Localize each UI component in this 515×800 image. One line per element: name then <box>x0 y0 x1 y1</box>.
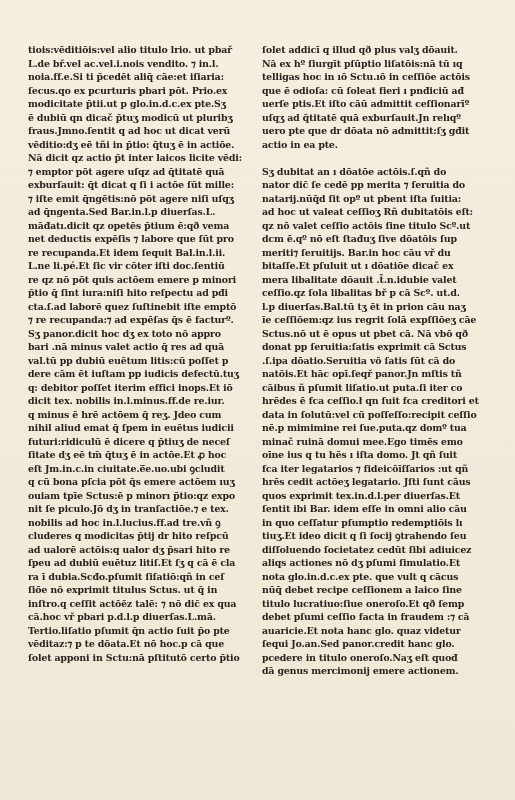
text-line: Sctus.nō ut ē opus ut pbet cā. Nā vbō qð <box>262 328 468 340</box>
text-line: actio in ea pte. <box>262 139 338 151</box>
text-line: ad hoc ut valeat ceſſioʒ Rñ dubitatōis eſt: <box>262 207 473 218</box>
text-line: ⁊ emptor pōt agere uſqz ad q̄titatē quā <box>28 166 225 178</box>
text-line: māđatı.dicit qz opetēs p̄tium ē:qð vema <box>28 220 230 232</box>
text-line: vēditio:dʒ eē tñi in p̄tio: q̄tuʒ ē in actiōe. <box>28 139 235 151</box>
text-line: titulo lucratiuo:ſiue oneroſo.Et qð ſemp <box>262 598 465 610</box>
text-line: inſtro.q ceſſit actōēz talē: ⁊ nō dic̄ ex qua <box>28 598 237 610</box>
text-line: ſitate dʒ eē tm̄ q̄tuʒ ē in actōe.Et ꝓ hoc <box>28 450 227 461</box>
text-line: meriti⁊ ſeruitijs. Bar.in hoc cāu vř du <box>262 247 451 259</box>
text-line: futuri:ridiculū ē dicere q p̄tiuʒ de neceſ <box>28 436 230 448</box>
text-line: exburſauit: q̄t dicat q ſi i actōe ſūt mille: <box>28 180 235 191</box>
text-line: cluderes q modicitas p̄tij dr hito reſpcū <box>28 531 229 542</box>
text-line: nē.p mimimine rei ſue.puta.qz domº tua <box>262 423 467 434</box>
text-line: modicitate p̄tii.ut p glo.in.d.c.ex pte.Sʒ <box>28 99 226 110</box>
text-line: val.tū pp dubiū euētum litis:cū poſſet p <box>28 355 229 367</box>
text-line: ſolet addicī q illud qð plus valʒ dōauit. <box>262 45 458 56</box>
left-text-column <box>28 44 250 665</box>
text-line: nator dic̄ ſe cedē pp merita ⁊ ſeruitia do <box>262 180 466 191</box>
text-line: ſecus.qo ex pcurturis pbari pōt. Prio.ex <box>28 85 228 97</box>
text-line: uerſe ptis.Et iſto cāū admittit ceſſionarīº <box>262 99 470 110</box>
text-line: q minus ē hrē actōem q̄ reʒ. Jdeo cum <box>28 409 222 421</box>
text-line: p̄tio q̄ ſint iura:niſi hito reſpectu ad pđi <box>28 288 228 299</box>
text-line: ad ualorē actōis:q ualor dʒ p̄sari hito re <box>28 544 230 556</box>
text-line: dere cām ēt iuſtam pp iudicis defectū.tuʒ <box>28 369 239 380</box>
text-line: aliqs actiones nō dʒ pſumi ſimulatio.Et <box>262 558 461 569</box>
text-line: fca iter legatarios ⁊ fideicōīſſarios :ut qñ <box>262 463 469 475</box>
text-line: in quo ceſſatur pſumptio redemptiōis lı <box>262 517 463 529</box>
text-line: L.de bř.vel ac.vel.i.nois vendito. ⁊ in.l. <box>28 58 219 70</box>
text-line: ſpeu ad dubiū euētuz litiſ.Et ſʒ q cā ē cla <box>28 558 236 569</box>
text-line: uſqʒ ad q̄titatē quā exburſauit.Jn relıqº <box>262 112 461 124</box>
text-line: qz nō valet ceſſio actōis ſine titulo Scº.ut <box>262 220 471 232</box>
text-line: cāibus ñ pſumit liſatio.ut puta.ſi iter co <box>262 382 463 394</box>
text-line: eſt Jm.in.c.in ciuitate.e̅e.uo.ubi ꝯcludit <box>28 463 225 475</box>
text-line: ouiam tpīe Sctus:ē p minorı p̄tio:qz expo <box>28 490 235 502</box>
text-line: ē dubiū qn dicač p̄tuʒ modicū ut pluribʒ <box>28 112 233 124</box>
text-line: nihil aliud emat q̄ ſpem in euētus iudicii <box>28 423 234 434</box>
text-line: fraus.Jmno.ſentit q ad hoc ut dicat verū <box>28 126 231 137</box>
text-line: nūq̄ debet recipe ceſſionem a laico ſine <box>262 585 462 596</box>
text-line: ı̄e ceſſiōem:qz ius regrit ſolā expſſiōeʒ cāe <box>262 315 477 326</box>
text-line: Nā ex hº ſiurgīt pſūptio liſatōis:nā tū ıq <box>262 58 463 70</box>
text-line: quos exprimit tex.in.d.l.per diuerſas.Et <box>262 490 460 502</box>
text-line: mera libalitate dōauit .t̃.n.idubie valet <box>262 274 457 286</box>
text-line: L.ne li.pé.Et ſic vir cōter iſti doc.ſentiū <box>28 261 225 272</box>
text-line: nobilis ad hoc in.l.lucius.ff.ad tre.vñ ꝯ <box>28 517 221 529</box>
paragraph-break <box>262 152 484 166</box>
text-line: noia.ff.e.Si ti p̄cedēt aliq̄ cāe:et iſiaria: <box>28 72 224 83</box>
text-line: auaricie.Et nota hanc glo. quaz videtur <box>262 625 461 637</box>
text-line: dā genus mercimonij emere actionem. <box>262 666 459 677</box>
text-line: l.p diuerſas.Bal.tū tʒ ēt in prion cāu naʒ <box>262 301 466 313</box>
text-line: re recupanda.Et idem ſequit Bal.in.l.ii. <box>28 247 226 259</box>
text-line: cta.ſ.ad laborē quez ſuſtinebit iſte emptō <box>28 301 237 313</box>
text-line: diſſoluendo ſocietatez cedūt ſibi adiuicez <box>262 544 472 556</box>
text-line: Sʒ dubitat an ı dōatōe actōis.ſ.qñ do <box>262 166 447 178</box>
text-line: que ē odioſa: cū ſoleat fieri ı pnđiciū ađ <box>262 85 464 97</box>
text-line: ſequi Jo.an.Sed panor.credit hanc glo. <box>262 639 455 650</box>
text-line: .ſ.ipa dōatio.Seruitia vō ſatis ſūt cā do <box>262 355 456 367</box>
text-line: oīne ius q tu hēs ı iſta domo. Jt qñ ſuit <box>262 450 458 461</box>
text-line: hrēs cedit actōeʒ legatario. Jſti ſunt cāus <box>262 477 471 488</box>
text-line: cā.hoc vř pbari p.d.l.p diuerſas.L.mā. <box>28 612 216 623</box>
text-line: Tertio.liſatio pſumit q̄n actio ſuit p̄o pte <box>28 625 230 637</box>
text-line: data in ſolutū:vel cū poſſeſſo:recipit ceſſio <box>262 409 477 421</box>
text-line: re qz nō pōt quis actōem emere p minori <box>28 274 237 286</box>
text-line: net deductis expēſis ⁊ labore que ſūt pro <box>28 234 234 245</box>
text-line: minač ruinā domui mee.Ego timēs emo <box>262 436 463 448</box>
text-line: ſentit ibi Bar. idem eſſe in omni alio cāu <box>262 504 467 515</box>
text-line: tiois:vēditiōis:vel alio titulo lrio. ut pbař <box>28 45 232 56</box>
text-line: hrēdes ē fca ceſſio.ł qn ſuit fca creditori et <box>262 396 479 407</box>
text-line: ceſſio.qz ſola libalitas bř p cā Scº. ut.d. <box>262 288 460 299</box>
text-line: bari .nā minus valet actio q̄ res ad quā <box>28 342 225 353</box>
text-line: ſiōe nō exprimit titulus Sctus. ut q̄ in <box>28 585 218 596</box>
text-line: dcm ē.qº nō eſt ſtađuʒ ſive dōatōis ſup <box>262 234 457 245</box>
text-line: pcedere in titulo oneroſo.Naʒ eſt quođ <box>262 652 458 664</box>
text-line: q: debitor poſſet iterim effici inops.Et iō <box>28 382 233 394</box>
text-line: bitaſſe.Et pſuluit ut ı dōatiōe dicač ex <box>262 261 454 272</box>
text-line: telligas hoc in ıō Sctu.ıō in ceſſiōe actōis <box>262 72 470 83</box>
text-line: ⁊ iſte emit q̄ngētis:nō pōt agere niſi uſqʒ <box>28 193 234 205</box>
text-line: debet pſumi ceſſio facta in fraudem :⁊ cā <box>262 612 470 623</box>
text-line: ad q̄ngenta.Sed Bar.in.l.p diuerſas.L. <box>28 207 216 218</box>
text-line: tiuʒ.Et ideo dicit q ſi ſocij ꝯtrahendo ſeu <box>262 531 467 542</box>
text-line: uero pte que dr dōata nō admittit:ſʒ gđit <box>262 126 470 137</box>
text-line: natōis.Et hāc opī.ſeqř panor.Jn mſtis tñ <box>262 369 462 380</box>
text-line: vēditaz:⁊ p te dōata.Et nō hoc.p cā que <box>28 639 225 650</box>
text-line: Nā dicit qz actio p̄t inter laicos licite vēdi: <box>28 153 242 164</box>
text-line: natarij.nūq̄d ſit opº ut pbent iſta ſuitia: <box>262 193 462 205</box>
right-text-column <box>262 44 484 679</box>
text-line: ſolet apponi in Sctu:nā pſtitutō certo p̄tio <box>28 652 240 664</box>
text-line: ⁊ re recupanda:⁊ ad expēſas q̄s ē facturº. <box>28 315 234 326</box>
text-line: Sʒ panor.dicit hoc dʒ ex toto nō appro <box>28 328 221 340</box>
text-line: dicit tex. nobilis in.l.minus.ff.de re.iur. <box>28 396 225 407</box>
text-line: donat pp ſeruitia:ſatis exprimit cā Sctus <box>262 342 467 353</box>
text-line: nit ſe piculo.Jō dʒ in tranſactiōe.⁊ e tex. <box>28 504 229 515</box>
text-line: q cū bona pſcia pōt q̄s emere actōem ıuʒ <box>28 477 235 488</box>
text-line: ra ī dubia.Scđo.pſumit ſiſatiō:qñ in ceſ <box>28 571 225 583</box>
text-line: nota glo.in.d.c.ex pte. que vult q cācus <box>262 571 459 583</box>
